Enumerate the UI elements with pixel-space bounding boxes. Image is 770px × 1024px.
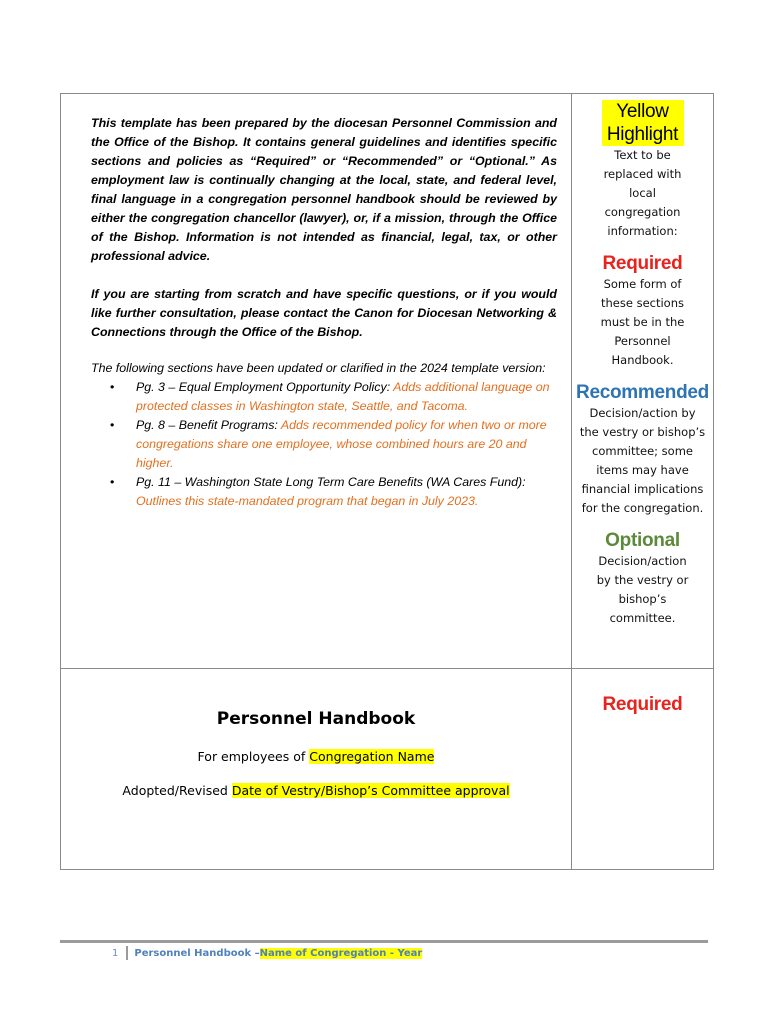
legend-required-desc: Some form of these sections must be in the Personnel Handbook.	[600, 277, 685, 367]
footer-rule	[60, 940, 708, 943]
adopted-line	[61, 783, 571, 798]
legend-yellow-desc: Text to be replaced with local congregation information:	[603, 148, 682, 238]
update-detail: Outlines this state-mandated program that began in July 2023.	[136, 494, 479, 508]
approval-date-placeholder: Date of Vestry/Bishop’s Committee approval	[231, 783, 510, 798]
list-item	[136, 378, 563, 416]
employees-line	[61, 749, 571, 764]
legend-yellow-title: Yellow Highlight	[602, 100, 684, 146]
instructions-cell	[61, 94, 572, 669]
legend-cell	[572, 94, 714, 669]
update-label: Pg. 8 – Benefit Programs:	[136, 418, 281, 432]
update-detail: Adds additional language on protected classes in Washington state, Seattle, and Tacoma.	[136, 380, 550, 413]
updates-heading: The following sections have been updated or clarified in the 2024 template version:	[91, 361, 546, 375]
page-footer	[112, 946, 422, 960]
template-table	[60, 93, 714, 870]
adopted-prefix: Adopted/Revised	[122, 783, 232, 798]
legend-optional-desc: Decision/action by the vestry or bishop’s committee.	[596, 554, 689, 625]
legend	[572, 94, 713, 628]
updates-list	[61, 378, 571, 511]
status-required-label: Required	[602, 694, 683, 715]
list-item	[136, 473, 563, 511]
legend-recommended-title: Recommended	[576, 382, 709, 403]
employees-prefix: For employees of	[197, 749, 310, 764]
update-detail: Adds recommended policy for when two or more congregations share one employee, whose combined hours are 20 and higher.	[136, 418, 547, 470]
update-label: Pg. 3 – Equal Employment Opportunity Policy:	[136, 380, 394, 394]
congregation-name-placeholder: Congregation Name	[309, 749, 435, 764]
handbook-title: Personnel Handbook	[216, 709, 416, 729]
page-number: 1	[112, 947, 119, 959]
status-wrapper	[572, 669, 713, 716]
consultation-paragraph: If you are starting from scratch and have specific questions, or if you would like further consultation, please contact the Canon for Diocesan Networking & Connections through the Office of the Bishop.	[91, 287, 557, 339]
footer-text: Personnel Handbook –	[134, 947, 260, 959]
footer-highlight: Name of Congregation - Year	[259, 947, 423, 959]
legend-optional-title: Optional	[605, 530, 680, 551]
footer-divider	[126, 946, 128, 960]
intro-paragraph: This template has been prepared by the diocesan Personnel Commission and the Office of the Bishop. It contains general guidelines and identifies specific sections and policies as “Required” or “Recommended” or “Optional.” As employment law is continually changing at the local, state, and federal level, final language in a congregation personnel handbook should be reviewed by either the congregation chancellor (lawyer), or, if a mission, through the Office of the Bishop. Information is not intended as financial, legal, tax, or other professional advice.	[91, 116, 557, 263]
legend-recommended-desc: Decision/action by the vestry or bishop’s committee; some items may have financial implications for the congregation.	[579, 406, 706, 515]
list-item	[136, 416, 563, 473]
title-cell	[61, 669, 572, 870]
legend-required-title: Required	[602, 253, 683, 274]
status-cell	[572, 669, 714, 870]
update-label: Pg. 11 – Washington State Long Term Care Benefits (WA Cares Fund):	[136, 475, 526, 489]
